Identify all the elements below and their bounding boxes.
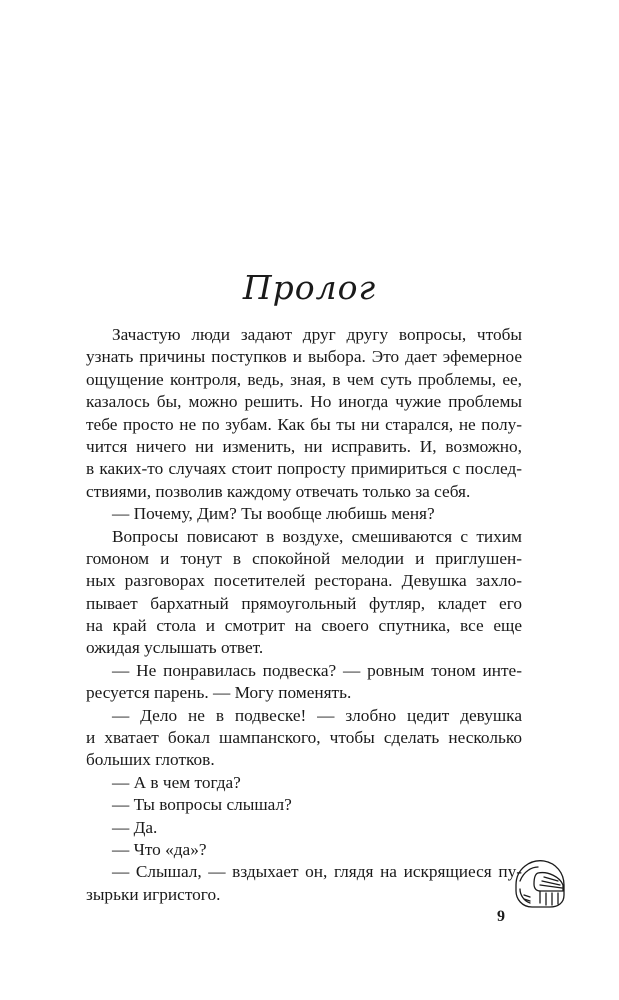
text-line: — Почему, Дим? Ты вообще любишь меня? xyxy=(112,504,435,524)
text-line: — Дело не в подвеске! — злобно цедит девушка xyxy=(112,705,522,725)
text-line: ощущение контроля, ведь, зная, в чем суть проблемы, ее, xyxy=(86,369,522,389)
text-line: — Что «да»? xyxy=(112,839,207,859)
motorcycle-helmet-icon xyxy=(510,855,570,915)
text-line: узнать причины поступков и выбора. Это дает эфемерное xyxy=(86,347,522,367)
text-line: — Не понравилась подвеска? — ровным тоном инте- xyxy=(112,660,522,680)
text-line: ожидая услышать ответ. xyxy=(86,638,264,658)
text-line: — Ты вопросы слышал? xyxy=(112,795,292,815)
text-line: в каких-то случаях стоит попросту примириться с послед- xyxy=(86,459,522,479)
body-text xyxy=(86,324,522,906)
text-line: ствиями, позволив каждому отвечать только за себя. xyxy=(86,481,471,501)
text-line: ресуется парень. — Могу поменять. xyxy=(86,683,352,703)
chapter-title: Пролог xyxy=(242,268,377,307)
text-line: на край стола и смотрит на своего спутника, все еще xyxy=(86,616,522,636)
text-line: ных разговорах посетителей ресторана. Девушка захло- xyxy=(86,571,522,591)
text-line: — Слышал, — вздыхает он, глядя на искрящиеся пу- xyxy=(112,862,522,882)
text-line: гомоном и тонут в спокойной мелодии и приглушен- xyxy=(86,548,522,568)
text-line: тебе просто не по зубам. Как бы ты ни старался, не полу- xyxy=(86,414,522,434)
text-line: зырьки игристого. xyxy=(86,884,221,904)
text-line: Вопросы повисают в воздухе, смешиваются с тихим xyxy=(112,526,522,546)
text-line: — Да. xyxy=(112,817,158,837)
text-line: и хватает бокал шампанского, чтобы сделать несколько xyxy=(86,728,522,748)
page-number: 9 xyxy=(497,908,505,925)
text-line: чится ничего ни изменить, ни исправить. И, возможно, xyxy=(86,436,522,456)
text-line: Зачастую люди задают друг другу вопросы, чтобы xyxy=(112,325,522,344)
text-line: казалось бы, можно решить. Но иногда чужие проблемы xyxy=(86,392,522,412)
text-line: — А в чем тогда? xyxy=(112,772,241,792)
text-line: больших глотков. xyxy=(86,750,215,770)
text-line: пывает бархатный прямоугольный футляр, кладет его xyxy=(86,593,522,613)
